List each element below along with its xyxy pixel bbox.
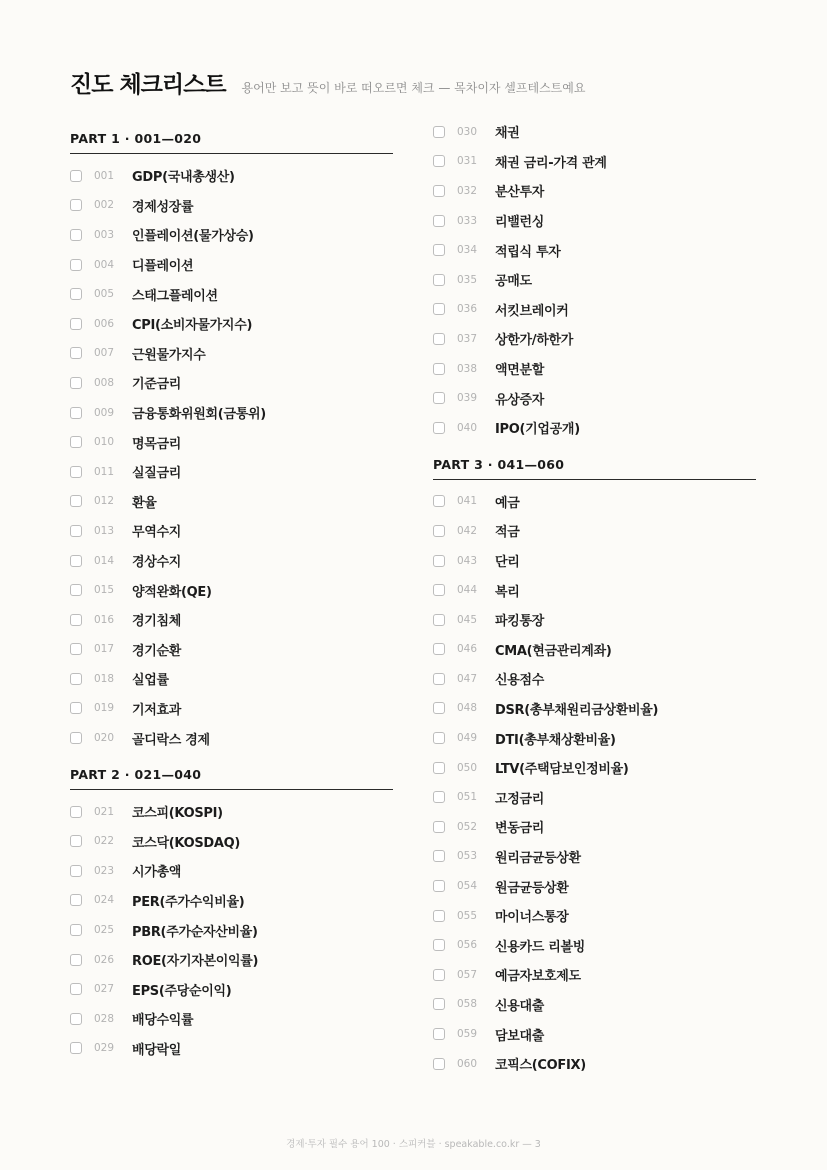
checkbox[interactable] (433, 422, 445, 434)
page-header (70, 66, 585, 99)
checkbox[interactable] (433, 555, 445, 567)
item-number: 034 (457, 244, 478, 257)
checkbox[interactable] (433, 215, 445, 227)
item-number: 001 (94, 169, 115, 182)
checkbox[interactable] (433, 392, 445, 404)
item-number: 038 (457, 362, 478, 375)
item-number: 026 (94, 953, 115, 966)
checklist-item (433, 206, 756, 236)
checkbox[interactable] (70, 377, 82, 389)
checkbox[interactable] (70, 954, 82, 966)
item-term: GDP(국내총생산) (132, 170, 235, 186)
checkbox[interactable] (70, 466, 82, 478)
checklist-item (433, 235, 756, 265)
item-term: IPO(기업공개) (495, 422, 580, 438)
item-number: 006 (94, 317, 115, 330)
item-term: 신용대출 (495, 998, 545, 1014)
checklist-item (70, 279, 393, 309)
item-number: 052 (457, 820, 478, 833)
item-number: 016 (94, 613, 115, 626)
item-term: LTV(주택담보인정비율) (495, 762, 629, 778)
checklist-item (433, 383, 756, 413)
checkbox[interactable] (70, 835, 82, 847)
checklist-item (70, 664, 393, 694)
item-number: 045 (457, 613, 478, 626)
checkbox[interactable] (433, 850, 445, 862)
item-number: 043 (457, 554, 478, 567)
checklist-item (433, 753, 756, 783)
item-number: 040 (457, 421, 478, 434)
item-term: 원리금균등상환 (495, 850, 581, 866)
checklist-item (70, 575, 393, 605)
item-term: 무역수지 (132, 525, 182, 541)
checklist-item (433, 413, 756, 443)
checkbox[interactable] (70, 525, 82, 537)
item-term: 마이너스통장 (495, 910, 569, 926)
page-subtitle: 용어만 보고 뜻이 바로 떠오르면 체크 — 목차이자 셀프테스트예요 (241, 81, 586, 95)
checkbox[interactable] (433, 303, 445, 315)
checklist-item (70, 886, 393, 916)
checklist-item (70, 398, 393, 428)
checkbox[interactable] (70, 614, 82, 626)
checkbox[interactable] (433, 880, 445, 892)
item-number: 055 (457, 909, 478, 922)
item-term: 채권 금리-가격 관계 (495, 155, 607, 171)
checklist-item (433, 1019, 756, 1049)
item-number: 058 (457, 998, 478, 1011)
item-term: 분산투자 (495, 185, 545, 201)
item-number: 044 (457, 584, 478, 597)
checklist-item (70, 974, 393, 1004)
checklist-item (433, 842, 756, 872)
item-number: 036 (457, 303, 478, 316)
item-term: 디플레이션 (132, 259, 194, 275)
checkbox[interactable] (433, 673, 445, 685)
checkbox[interactable] (433, 584, 445, 596)
checkbox[interactable] (70, 318, 82, 330)
checkbox[interactable] (433, 1058, 445, 1070)
item-term: 적립식 투자 (495, 244, 561, 260)
item-term: 코스닥(KOSDAQ) (132, 835, 241, 851)
item-term: 신용카드 리볼빙 (495, 939, 586, 955)
checkbox[interactable] (433, 643, 445, 655)
checklist-item (70, 1004, 393, 1034)
part-title: PART 2 · 021—040 (70, 767, 393, 790)
item-number: 024 (94, 894, 115, 907)
checklist-item (433, 812, 756, 842)
item-term: 경기침체 (132, 614, 182, 630)
item-term: 골디락스 경제 (132, 732, 210, 748)
checklist-item (433, 960, 756, 990)
item-term: 채권 (495, 126, 520, 142)
item-number: 029 (94, 1042, 115, 1055)
checklist-item (70, 605, 393, 635)
checkbox[interactable] (433, 274, 445, 286)
item-term: 유상증자 (495, 392, 545, 408)
right-column (433, 117, 756, 1078)
checklist-item (70, 161, 393, 191)
item-term: 인플레이션(물가상승) (132, 229, 254, 245)
item-number: 039 (457, 392, 478, 405)
checkbox[interactable] (70, 170, 82, 182)
checklist-item (433, 694, 756, 724)
item-term: 경상수지 (132, 555, 182, 571)
item-number: 051 (457, 791, 478, 804)
item-number: 028 (94, 1012, 115, 1025)
checkbox[interactable] (70, 702, 82, 714)
checkbox[interactable] (70, 584, 82, 596)
item-term: 코스피(KOSPI) (132, 806, 223, 822)
checklist-item (433, 147, 756, 177)
item-number: 014 (94, 554, 115, 567)
item-term: 예금 (495, 495, 520, 511)
part-title: PART 1 · 001—020 (70, 131, 393, 154)
checklist-item (433, 782, 756, 812)
item-number: 049 (457, 732, 478, 745)
left-column (70, 117, 393, 1063)
checkbox[interactable] (70, 732, 82, 744)
checkbox[interactable] (433, 702, 445, 714)
checklist-item (433, 516, 756, 546)
checklist-item (433, 990, 756, 1020)
checkbox[interactable] (433, 1028, 445, 1040)
item-number: 011 (94, 465, 115, 478)
checkbox[interactable] (433, 732, 445, 744)
checkbox[interactable] (433, 495, 445, 507)
checklist-item (433, 605, 756, 635)
item-term: 리밸런싱 (495, 215, 545, 231)
checkbox[interactable] (70, 643, 82, 655)
item-term: 파킹통장 (495, 614, 545, 630)
item-number: 047 (457, 672, 478, 685)
item-term: 코픽스(COFIX) (495, 1058, 586, 1074)
checklist-item (433, 635, 756, 665)
checkbox[interactable] (70, 288, 82, 300)
item-term: 명목금리 (132, 436, 182, 452)
item-term: 고정금리 (495, 791, 545, 807)
checklist-item (70, 309, 393, 339)
checkbox[interactable] (70, 806, 82, 818)
checklist-item (70, 368, 393, 398)
checkbox[interactable] (433, 998, 445, 1010)
item-number: 021 (94, 805, 115, 818)
item-number: 050 (457, 761, 478, 774)
item-number: 005 (94, 288, 115, 301)
page-title: 진도 체크리스트 (70, 72, 226, 98)
checklist-item (70, 797, 393, 827)
item-number: 042 (457, 524, 478, 537)
item-term: 기저효과 (132, 702, 182, 718)
checklist-item (433, 664, 756, 694)
checkbox[interactable] (433, 244, 445, 256)
checklist-item (433, 575, 756, 605)
checkbox[interactable] (70, 1013, 82, 1025)
item-term: 배당수익률 (132, 1013, 194, 1029)
checklist-item (433, 1049, 756, 1079)
item-term: 단리 (495, 555, 520, 571)
checkbox[interactable] (70, 229, 82, 241)
checkbox[interactable] (433, 791, 445, 803)
checklist-item (433, 295, 756, 325)
checkbox[interactable] (433, 363, 445, 375)
item-number: 033 (457, 214, 478, 227)
page-footer: 경제·투자 필수 용어 100 · 스피커블 · speakable.co.kr — 3 (286, 1139, 541, 1150)
item-number: 018 (94, 672, 115, 685)
item-number: 025 (94, 924, 115, 937)
checklist-item (70, 635, 393, 665)
item-number: 032 (457, 184, 478, 197)
item-term: 복리 (495, 584, 520, 600)
item-number: 037 (457, 332, 478, 345)
checklist-item (70, 945, 393, 975)
item-term: ROE(자기자본이익률) (132, 954, 259, 970)
checklist-item (433, 723, 756, 753)
checkbox[interactable] (433, 155, 445, 167)
item-term: CPI(소비자물가지수) (132, 318, 253, 334)
item-term: 시가총액 (132, 865, 182, 881)
item-number: 060 (457, 1057, 478, 1070)
checklist-item (433, 546, 756, 576)
checklist-item (70, 915, 393, 945)
item-number: 053 (457, 850, 478, 863)
checkbox[interactable] (433, 939, 445, 951)
checkbox[interactable] (70, 347, 82, 359)
item-number: 023 (94, 864, 115, 877)
checklist-item (70, 457, 393, 487)
item-term: 서킷브레이커 (495, 303, 569, 319)
item-term: 상한가/하한가 (495, 333, 573, 349)
checkbox[interactable] (70, 436, 82, 448)
checklist-item (433, 930, 756, 960)
checklist-item (70, 516, 393, 546)
checkbox[interactable] (433, 525, 445, 537)
item-number: 054 (457, 880, 478, 893)
checkbox[interactable] (70, 983, 82, 995)
item-term: 기준금리 (132, 377, 182, 393)
item-number: 013 (94, 524, 115, 537)
item-term: 적금 (495, 525, 520, 541)
item-term: 액면분할 (495, 363, 545, 379)
checklist-item (70, 1034, 393, 1064)
item-number: 002 (94, 199, 115, 212)
item-term: 신용점수 (495, 673, 545, 689)
item-term: CMA(현금관리계좌) (495, 643, 612, 659)
item-term: 공매도 (495, 274, 532, 290)
item-number: 059 (457, 1028, 478, 1041)
item-number: 019 (94, 702, 115, 715)
checklist-item (70, 427, 393, 457)
checkbox[interactable] (433, 762, 445, 774)
item-number: 056 (457, 939, 478, 952)
checklist-item (433, 901, 756, 931)
item-term: EPS(주당순이익) (132, 983, 232, 999)
item-term: 양적완화(QE) (132, 584, 212, 600)
checkbox[interactable] (70, 894, 82, 906)
checkbox[interactable] (70, 259, 82, 271)
checklist-item (70, 220, 393, 250)
checklist-item (433, 176, 756, 206)
checklist-item (70, 487, 393, 517)
checkbox[interactable] (433, 185, 445, 197)
checkbox[interactable] (70, 407, 82, 419)
checkbox[interactable] (433, 969, 445, 981)
checklist-item (433, 354, 756, 384)
checkbox[interactable] (433, 821, 445, 833)
checkbox[interactable] (433, 333, 445, 345)
item-number: 030 (457, 125, 478, 138)
item-term: 실질금리 (132, 466, 182, 482)
checklist-item (433, 487, 756, 517)
item-number: 004 (94, 258, 115, 271)
item-number: 031 (457, 155, 478, 168)
item-term: DTI(총부채상환비율) (495, 732, 616, 748)
item-term: 금융통화위원회(금통위) (132, 407, 266, 423)
checkbox[interactable] (433, 126, 445, 138)
item-term: 배당락일 (132, 1042, 182, 1058)
item-term: DSR(총부채원리금상환비율) (495, 702, 659, 718)
checklist-item (70, 250, 393, 280)
checklist-item (70, 339, 393, 369)
item-number: 017 (94, 643, 115, 656)
item-term: 경제성장률 (132, 199, 194, 215)
checkbox[interactable] (70, 199, 82, 211)
checklist-item (70, 856, 393, 886)
item-number: 003 (94, 228, 115, 241)
item-number: 022 (94, 835, 115, 848)
item-number: 012 (94, 495, 115, 508)
checklist-item (433, 871, 756, 901)
item-term: PBR(주가순자산비율) (132, 924, 258, 940)
item-number: 027 (94, 983, 115, 996)
item-term: 실업률 (132, 673, 169, 689)
item-number: 041 (457, 495, 478, 508)
item-term: PER(주가수익비율) (132, 894, 245, 910)
item-term: 담보대출 (495, 1028, 545, 1044)
checklist-item (70, 826, 393, 856)
item-term: 경기순환 (132, 643, 182, 659)
item-number: 008 (94, 376, 115, 389)
part-title: PART 3 · 041—060 (433, 457, 756, 480)
checkbox[interactable] (70, 555, 82, 567)
item-number: 015 (94, 584, 115, 597)
checklist-item (70, 694, 393, 724)
item-term: 스태그플레이션 (132, 288, 218, 304)
checkbox[interactable] (70, 673, 82, 685)
checklist-item (70, 191, 393, 221)
item-number: 009 (94, 406, 115, 419)
checkbox[interactable] (70, 924, 82, 936)
checklist-item (433, 117, 756, 147)
checkbox[interactable] (433, 614, 445, 626)
item-term: 환율 (132, 495, 157, 511)
checkbox[interactable] (70, 865, 82, 877)
checklist-item (70, 723, 393, 753)
item-term: 변동금리 (495, 821, 545, 837)
checkbox[interactable] (70, 495, 82, 507)
item-number: 010 (94, 436, 115, 449)
item-number: 035 (457, 273, 478, 286)
checkbox[interactable] (433, 910, 445, 922)
item-number: 048 (457, 702, 478, 715)
item-number: 057 (457, 968, 478, 981)
checklist-item (433, 265, 756, 295)
item-term: 근원물가지수 (132, 347, 206, 363)
item-number: 046 (457, 643, 478, 656)
checklist-item (433, 324, 756, 354)
checklist-item (70, 546, 393, 576)
item-number: 007 (94, 347, 115, 360)
item-term: 원금균등상환 (495, 880, 569, 896)
item-number: 020 (94, 732, 115, 745)
item-term: 예금자보호제도 (495, 969, 581, 985)
checkbox[interactable] (70, 1042, 82, 1054)
